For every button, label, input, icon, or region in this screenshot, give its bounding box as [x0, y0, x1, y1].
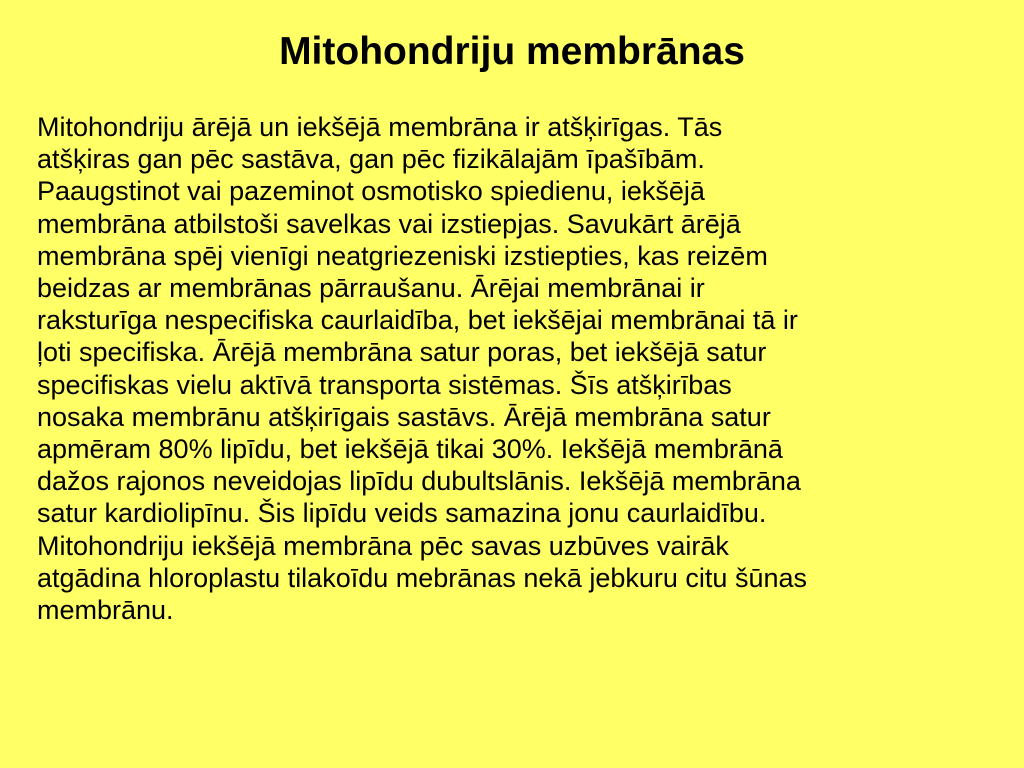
slide-title: Mitohondriju membrānas — [279, 30, 745, 73]
slide-body-text — [37, 111, 1019, 767]
body-line: atgādina hloroplastu tilakoīdu mebrānas nekā jebkuru citu šūnas — [37, 562, 807, 593]
body-line: raksturīga nespecifiska caurlaidība, bet iekšējai membrānai tā ir — [37, 305, 798, 336]
body-line: apmēram 80% lipīdu, bet iekšējā tikai 30%. Iekšējā membrānā — [37, 434, 783, 465]
body-line: beidzas ar membrānas pārraušanu. Ārējai membrānai ir — [37, 273, 705, 304]
body-line: dažos rajonos neveidojas lipīdu dubultslānis. Iekšējā membrāna — [37, 466, 801, 497]
body-line: satur kardiolipīnu. Šis lipīdu veids samazina jonu caurlaidību. — [37, 498, 767, 529]
body-line: membrānu. — [37, 595, 174, 626]
body-line: atšķiras gan pēc sastāva, gan pēc fizikālajām īpašībām. — [37, 144, 705, 175]
body-line: specifiskas vielu aktīvā transporta sistēmas. Šīs atšķirības — [37, 369, 732, 400]
body-line: nosaka membrānu atšķirīgais sastāvs. Ārējā membrāna satur — [37, 401, 771, 432]
body-line: membrāna atbilstoši savelkas vai izstiepjas. Savukārt ārējā — [37, 208, 741, 239]
body-line: Mitohondriju ārējā un iekšējā membrāna ir atšķirīgas. Tās — [37, 112, 723, 142]
body-line: Mitohondriju iekšējā membrāna pēc savas uzbūves vairāk — [37, 530, 729, 561]
body-line: membrāna spēj vienīgi neatgriezeniski izstiepties, kas reizēm — [37, 240, 768, 271]
body-line: Paaugstinot vai pazeminot osmotisko spiedienu, iekšējā — [37, 176, 705, 207]
body-line: ļoti specifiska. Ārējā membrāna satur poras, bet iekšējā satur — [37, 337, 767, 368]
